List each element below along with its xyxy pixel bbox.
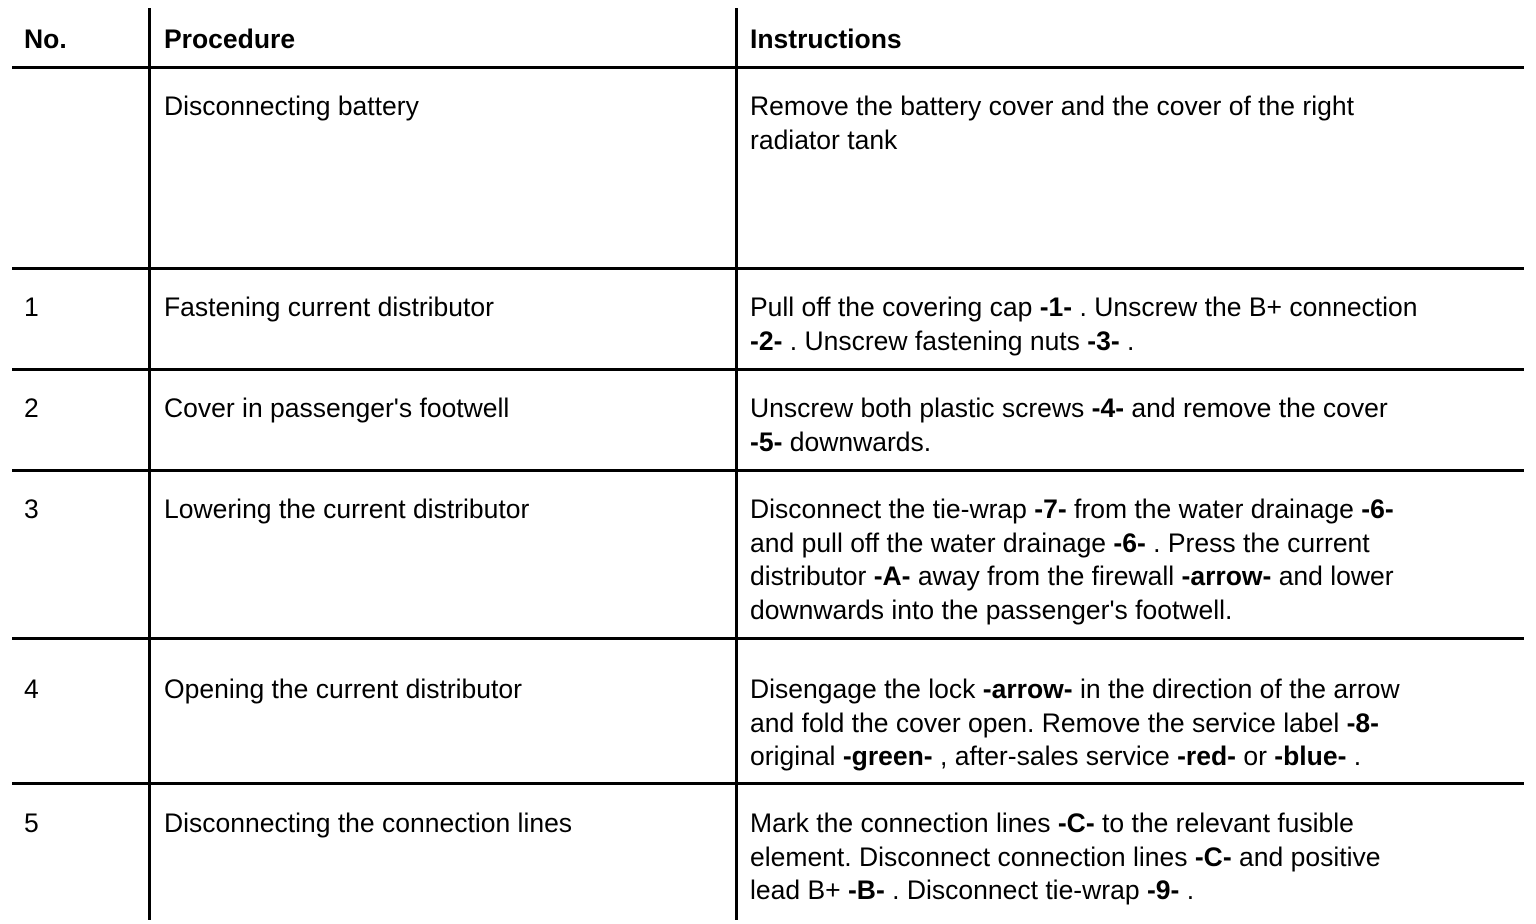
part-reference: -5-: [750, 426, 783, 457]
part-reference: -2-: [750, 325, 783, 356]
instruction-line: and pull off the water drainage -6- . Press the current: [750, 527, 1370, 558]
row-instructions: [750, 90, 1354, 157]
instruction-line: distributor -A- away from the firewall -arrow- and lower: [750, 561, 1394, 591]
instruction-line: Mark the connection lines -C- to the relevant fusible: [750, 808, 1354, 838]
row-number: 3: [24, 494, 39, 524]
part-reference: -1-: [1039, 292, 1073, 322]
row-divider: [12, 469, 1524, 472]
row-number: 4: [24, 674, 39, 704]
row-divider: [12, 368, 1524, 371]
row-procedure: Lowering the current distributor: [164, 494, 530, 524]
instruction-line: lead B+ -B- . Disconnect tie-wrap -9- .: [750, 875, 1195, 905]
part-reference: -green-: [842, 741, 933, 771]
part-reference: -9-: [1146, 875, 1180, 905]
row-divider: [12, 267, 1524, 270]
instruction-line: Unscrew both plastic screws -4- and remove the cover: [750, 393, 1388, 423]
part-reference: -A-: [873, 561, 911, 591]
instruction-line: Pull off the covering cap -1- . Unscrew the B+ connection: [750, 292, 1418, 322]
part-reference: -B-: [847, 875, 885, 905]
row-divider: [12, 637, 1524, 640]
row-procedure: Opening the current distributor: [164, 674, 522, 704]
instruction-line: downwards into the passenger's footwell.: [750, 594, 1233, 625]
row-number: 1: [24, 292, 39, 322]
row-divider: [12, 782, 1524, 785]
header-procedure: Procedure: [164, 24, 296, 54]
part-reference: -7-: [1034, 494, 1067, 524]
part-reference: -3-: [1087, 325, 1120, 356]
instruction-line: radiator tank: [750, 124, 898, 155]
header-instructions: Instructions: [750, 24, 902, 54]
row-instructions: [750, 807, 1380, 908]
instruction-line: -2- . Unscrew fastening nuts -3- .: [750, 325, 1135, 356]
part-reference: -6-: [1113, 527, 1146, 558]
row-number: 5: [24, 808, 39, 838]
header-divider: [12, 66, 1524, 69]
instruction-line: -5- downwards.: [750, 426, 932, 457]
row-number: 2: [24, 393, 39, 423]
part-reference: -4-: [1091, 393, 1125, 423]
part-reference: -red-: [1177, 741, 1236, 771]
part-reference: -C-: [1057, 808, 1095, 838]
row-procedure: Fastening current distributor: [164, 292, 494, 322]
instruction-line: Disengage the lock -arrow- in the direction of the arrow: [750, 674, 1400, 704]
instruction-line: Disconnect the tie-wrap -7- from the water drainage -6-: [750, 494, 1394, 524]
row-procedure: Cover in passenger's footwell: [164, 393, 510, 423]
row-instructions: [750, 673, 1400, 774]
part-reference: -blue-: [1274, 741, 1347, 771]
part-reference: -6-: [1361, 494, 1394, 524]
row-procedure: Disconnecting battery: [164, 91, 419, 121]
instruction-line: element. Disconnect connection lines -C- and positive: [750, 841, 1381, 872]
instruction-line: original -green- , after-sales service -red- or -blue- .: [750, 741, 1362, 771]
part-reference: -8-: [1346, 707, 1379, 738]
row-instructions: [750, 392, 1388, 459]
part-reference: -C-: [1194, 841, 1232, 872]
instruction-line: Remove the battery cover and the cover of the right: [750, 91, 1354, 121]
row-instructions: [750, 291, 1418, 358]
part-reference: -arrow-: [1181, 561, 1272, 591]
header-no: No.: [24, 24, 67, 54]
part-reference: -arrow-: [982, 674, 1073, 704]
row-procedure: Disconnecting the connection lines: [164, 808, 573, 838]
instruction-line: and fold the cover open. Remove the service label -8-: [750, 707, 1379, 738]
row-instructions: [750, 493, 1394, 627]
